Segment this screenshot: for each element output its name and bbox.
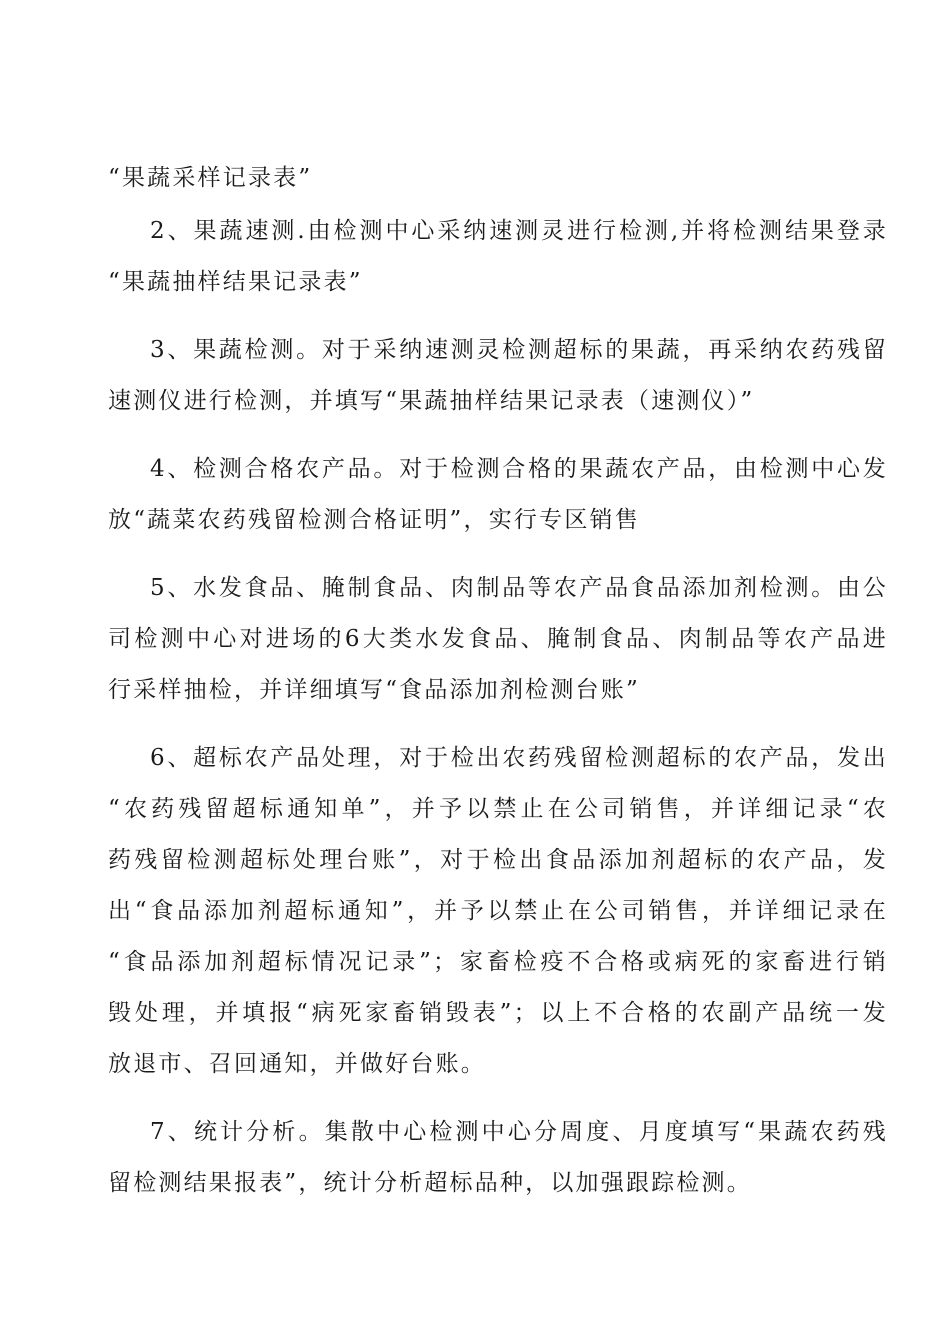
paragraph-5-line-2: 司检测中心对进场的6大类水发食品、腌制食品、肉制品等农产品进 bbox=[108, 626, 888, 652]
paragraph-2-line-2: “果蔬抽样结果记录表” bbox=[108, 269, 363, 295]
paragraph-1-line-1: “果蔬采样记录表” bbox=[108, 165, 313, 191]
paragraph-6-line-7: 放退市、召回通知，并做好台账。 bbox=[108, 1051, 486, 1077]
paragraph-6-line-5: “食品添加剂超标情况记录”；家畜检疫不合格或病死的家畜进行销 bbox=[108, 949, 888, 975]
paragraph-7-line-1: 7、统计分析。集散中心检测中心分周度、月度填写“果蔬农药残 bbox=[150, 1119, 888, 1145]
paragraph-5-line-1: 5、水发食品、腌制食品、肉制品等农产品食品添加剂检测。由公 bbox=[150, 575, 888, 601]
paragraph-6-line-6: 毁处理，并填报“病死家畜销毁表”；以上不合格的农副产品统一发 bbox=[108, 1000, 888, 1026]
paragraph-7-line-2: 留检测结果报表”，统计分析超标品种，以加强跟踪检测。 bbox=[108, 1170, 752, 1196]
paragraph-4-line-2: 放“蔬菜农药残留检测合格证明”，实行专区销售 bbox=[108, 507, 640, 533]
paragraph-2-line-1: 2、果蔬速测.由检测中心采纳速测灵进行检测,并将检测结果登录 bbox=[150, 218, 888, 244]
paragraph-6-line-4: 出“食品添加剂超标通知”，并予以禁止在公司销售，并详细记录在 bbox=[108, 898, 888, 924]
paragraph-6-line-3: 药残留检测超标处理台账”，对于检出食品添加剂超标的农产品，发 bbox=[108, 847, 888, 873]
paragraph-6-line-2: “农药残留超标通知单”，并予以禁止在公司销售，并详细记录“农 bbox=[108, 796, 888, 822]
paragraph-5-line-3: 行采样抽检，并详细填写“食品添加剂检测台账” bbox=[108, 677, 640, 703]
paragraph-3-line-1: 3、果蔬检测。对于采纳速测灵检测超标的果蔬，再采纳农药残留 bbox=[150, 337, 888, 363]
paragraph-4-line-1: 4、检测合格农产品。对于检测合格的果蔬农产品，由检测中心发 bbox=[150, 456, 888, 482]
paragraph-6-line-1: 6、超标农产品处理，对于检出农药残留检测超标的农产品，发出 bbox=[150, 745, 888, 771]
paragraph-3-line-2: 速测仪进行检测，并填写“果蔬抽样结果记录表（速测仪）” bbox=[108, 388, 755, 414]
